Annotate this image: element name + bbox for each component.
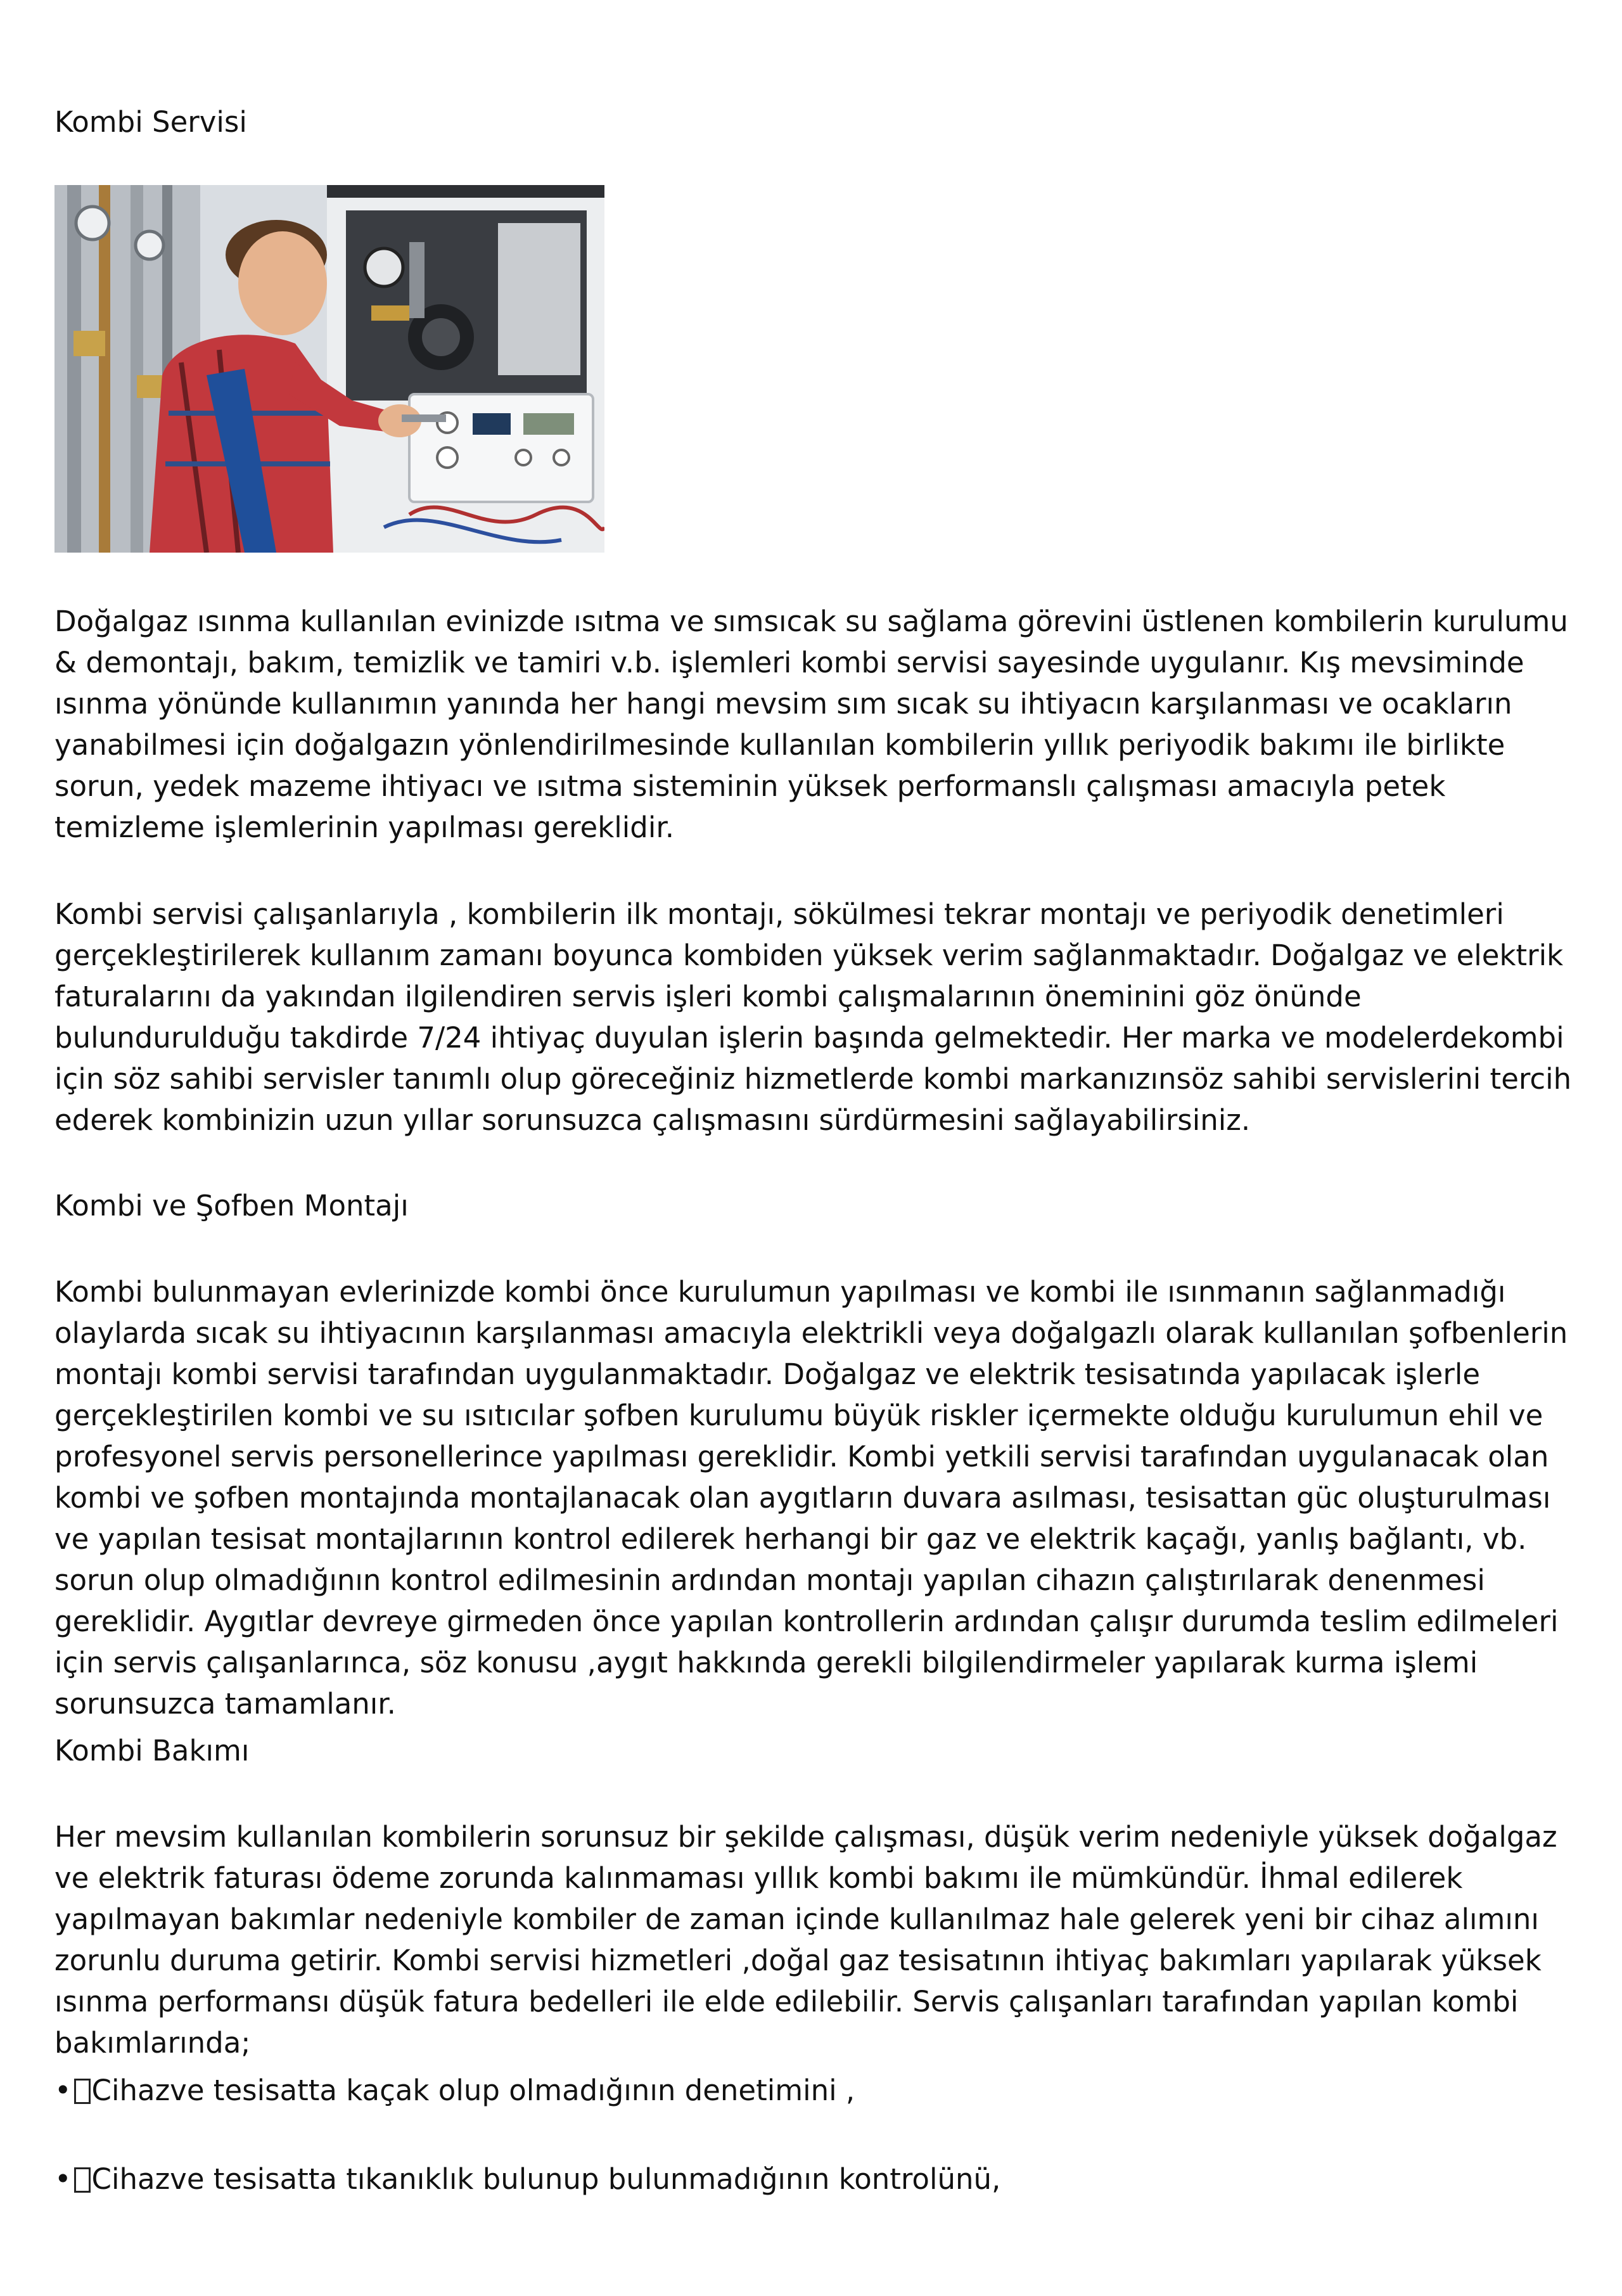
bakim-paragraph: Her mevsim kullanılan kombilerin sorunsuz bir şekilde çalışması, düşük verim nedeniyle yüksek doğalgaz ve elektrik faturası ödeme zorunda kalınmaması yıllık kombi bakımı ile mümkündür. İhmal edilerek yapılmayan bakımlar nedeniyle kombiler de zaman içinde kullanılmaz hale gelerek yeni bir cihaz alımını zorunlu duruma getirir. Kombi servisi hizmetleri ,doğal gaz tesisatının ihtiyaç bakımları yapılarak yüksek ısınma performansı düşük fatura bedelleri ile elde edilebilir. Servis çalışanları tarafından yapılan kombi bakımlarında; <box>54 1820 1557 2060</box>
technician-photo <box>54 185 604 553</box>
montaj-heading: Kombi ve Şofben Montajı <box>54 1189 409 1222</box>
intro-paragraph: Doğalgaz ısınma kullanılan evinizde ısıtma ve sımsıcak su sağlama görevini üstlenen kombilerin kurulumu & demontajı, bakım, temizlik ve tamiri v.b. işlemleri kombi servisi sayesinde uygulanır. Kış mevsiminde ısınma yönünde kullanımın yanında her hangi mevsim sım sıcak su ihtiyacın karşılanması ve ocakların yanabilmesi için doğalgazın yönlendirilmesinde kullanılan kombilerin yıllık periyodik bakımı ile birlikte sorun, yedek mazeme ihtiyacı ve ısıtma sisteminin yüksek performanslı çalışması amacıyla petek temizleme işlemlerinin yapılması gereklidir. <box>54 605 1568 844</box>
bullet-item <box>54 2158 1000 2200</box>
missing-glyph-icon <box>74 2079 91 2104</box>
bakim-heading: Kombi Bakımı <box>54 1734 250 1767</box>
page-title: Kombi Servisi <box>54 105 247 139</box>
bullet-text: Cihazve tesisatta tıkanıklık bulunup bulunmadığının kontrolünü, <box>91 2162 1001 2196</box>
bullet-marker: • <box>54 2162 72 2196</box>
montaj-paragraph: Kombi bulunmayan evlerinizde kombi önce kurulumun yapılması ve kombi ile ısınmanın sağlanmadığı olaylarda sıcak su ihtiyacının karşılanması amacıyla elektrikli veya doğalgazlı olarak kullanılan şofbenlerin montajı kombi servisi tarafından uygulanmaktadır. Doğalgaz ve elektrik tesisatında yapılacak işlerle gerçekleştirilen kombi ve su ısıtıcılar şofben kurulumu büyük riskler içermekte olduğu kurulumun ehil ve profesyonel servis personellerince yapılması gereklidir. Kombi yetkili servisi tarafından uygulanacak olan kombi ve şofben montajında montajlanacak olan aygıtların duvara asılması, tesisattan güc oluşturulması ve yapılan tesisat montajlarının kontrol edilerek herhangi bir gaz ve elektrik kaçağı, yanlış bağlantı, vb. sorun olup olmadığının kontrol edilmesinin ardından montajı yapılan cihazın çalıştırılarak denenmesi gereklidir. Aygıtlar devreye girmeden önce yapılan kontrollerin ardından çalışır durumda teslim edilmeleri için servis çalışanlarınca, söz konusu ,aygıt hakkında gerekli bilgilendirmeler yapılarak kurma işlemi sorunsuzca tamamlanır. <box>54 1275 1568 1721</box>
bullet-item <box>54 2070 855 2111</box>
bullet-marker: • <box>54 2074 72 2107</box>
missing-glyph-icon <box>74 2167 91 2193</box>
second-paragraph: Kombi servisi çalışanlarıyla , kombilerin ilk montajı, sökülmesi tekrar montajı ve periyodik denetimleri gerçekleştirilerek kullanım zamanı boyunca kombiden yüksek verim sağlanmaktadır. Doğalgaz ve elektrik faturalarını da yakından ilgilendiren servis işleri kombi çalışmalarının öneminini göz önünde bulundurulduğu takdirde 7/24 ihtiyaç duyulan işlerin başında gelmektedir. Her marka ve modelerdekombi için söz sahibi servisler tanımlı olup göreceğiniz hizmetlerde kombi markanızınsöz sahibi servislerini tercih ederek kombinizin uzun yıllar sorunsuzca çalışmasını sürdürmesini sağlayabilirsiniz. <box>54 897 1572 1137</box>
bullet-text: Cihazve tesisatta kaçak olup olmadığının denetimini , <box>91 2074 855 2107</box>
